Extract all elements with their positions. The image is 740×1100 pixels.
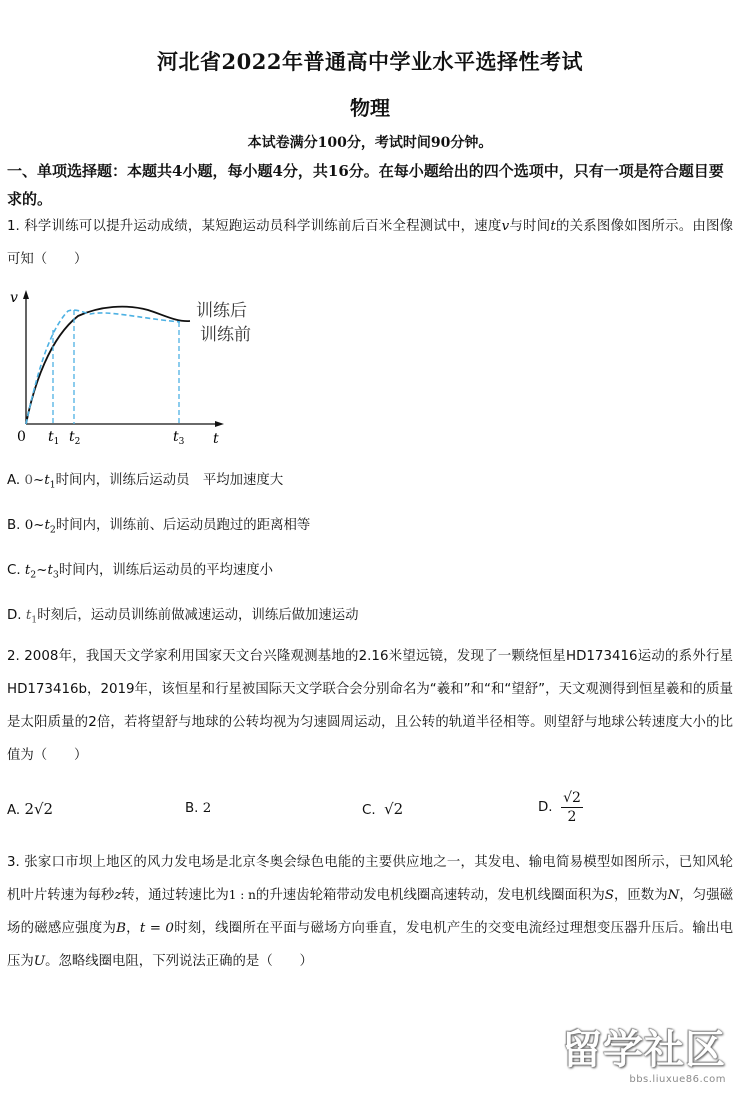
tick-label-t3: $t_3$ [173, 429, 185, 447]
velocity-time-graph [8, 286, 268, 450]
q2-option-b[interactable]: B. 2 [185, 801, 212, 816]
subject-title: 物理 [350, 96, 390, 120]
legend-before-training: 训练前 [200, 325, 251, 345]
legend-after-training: 训练后 [196, 301, 247, 321]
watermark-logo: 留学社区 bbs.liuxue86.com [562, 1027, 726, 1085]
fraction: $\frac{√2}{2}$ [563, 789, 581, 825]
y-axis-label: v [10, 290, 18, 306]
tick-label-t1: $t_1$ [48, 429, 60, 447]
exam-info: 本试卷满分100分，考试时间90分钟。 [247, 135, 493, 151]
question-1-stem: 1. 科学训练可以提升运动成绩，某短跑运动员科学训练前后百米全程测试中，速度v与时间t的关系图像如图所示。由图像可知（ ） [7, 219, 734, 267]
q1-option-c[interactable]: C. $t_2\sim t_3$时间内，训练后运动员的平均速度小 [7, 563, 274, 581]
origin-label: 0 [17, 429, 26, 445]
y-axis-arrow [23, 290, 29, 299]
exam-title: 河北省2022年普通高中学业水平选择性考试 [157, 49, 583, 74]
tick-label-t2: $t_2$ [69, 429, 81, 447]
q1-option-d[interactable]: D. $t_1$时刻后，运动员训练前做减速运动，训练后做加速运动 [7, 608, 359, 626]
q2-option-c[interactable]: C. √2 [362, 800, 404, 818]
q1-option-b[interactable]: B. $0\sim t_2$时间内，训练前、后运动员跑过的距离相等 [7, 518, 311, 536]
q2-option-d[interactable]: D. $\frac{√2}{2}$ [538, 789, 581, 825]
question-3-stem: 3. 张家口市坝上地区的风力发电场是北京冬奥会绿色电能的主要供应地之一，其发电、输电简易模型如图所示，已知风轮机叶片转速为每秒z转，通过转速比为1 : n的升速齿轮箱带动发电机线圈高速转动，发电机线圈面积为S，匝数为N，匀强磁场的磁感应强度为B，t = 0时刻，线圈所在平面与磁场方向垂直，发电机产生的交变电流经过理想变压器升压后。输出电压为U。忽略线圈电阻，下列说法正确的是（ ） [7, 855, 734, 969]
q1-option-a[interactable]: A. $0\sim t_1$时间内，训练后运动员 平均加速度大 [7, 473, 284, 491]
curve-before-training [26, 310, 180, 424]
section-heading: 一、单项选择题：本题共4小题，每小题4分，共16分。在每小题给出的四个选项中，只有一项是符合题目要求的。 [7, 162, 724, 208]
question-2-stem: 2. 2008年，我国天文学家利用国家天文台兴隆观测基地的2.16米望远镜，发现了一颗绕恒星HD173416运动的系外行星HD173416b，2019年，该恒星和行星被国际天文学联合会分别命名为“羲和”和“和“望舒”，天文观测得到恒星羲和的质量是太阳质量的2倍，若将望舒与地球的公转均视为匀速圆周运动，且公转的轨道半径相等。则望舒与地球公转速度大小的比值为（ ） [7, 649, 733, 763]
q2-option-a[interactable]: A. 2√2 [7, 800, 54, 818]
curve-after-training [26, 307, 190, 424]
x-axis-arrow [215, 421, 224, 427]
x-axis-label: t [213, 431, 219, 447]
